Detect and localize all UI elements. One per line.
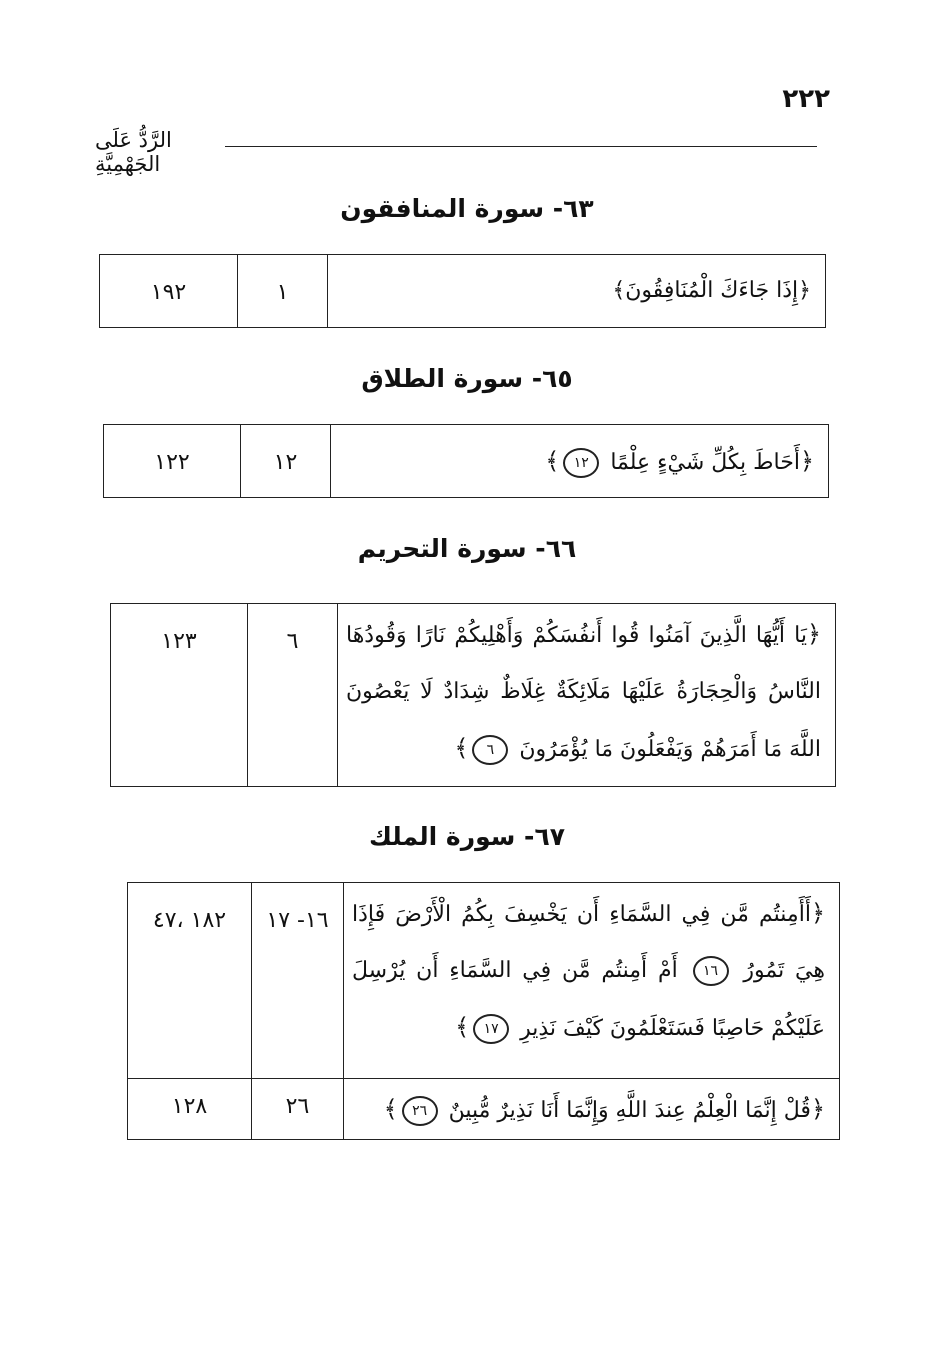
surah-title-65: ٦٥- سورة الطلاق xyxy=(361,364,573,393)
ayah-number: ١٦- ١٧ xyxy=(252,883,344,1079)
ayah-number: ٦ xyxy=(248,604,338,787)
verse-table-63 xyxy=(99,254,826,328)
ayah-marker-icon: ١٧ xyxy=(473,1014,509,1044)
page-reference: ١٢٨ xyxy=(128,1079,252,1140)
open-bracket: ﴿ xyxy=(799,447,814,475)
verse-text xyxy=(344,1079,840,1140)
page-reference: ١٩٢ xyxy=(100,255,238,328)
verse-text: يَا أَيُّهَا الَّذِينَ آمَنُوا قُوا أَنفُسَكُمْ وَأَهْلِيكُمْ نَارًا وَقُودُهَا النَّاسُ وَالْحِجَارَةُ عَلَيْهَا مَلَائِكَةٌ غِلَاظٌ شِدَادٌ لَا يَعْصُونَ اللَّهَ مَا أَمَرَهُمْ وَيَفْعَلُونَ مَا يُؤْمَرُونَ xyxy=(346,623,821,762)
close-bracket: ﴾ xyxy=(455,1013,470,1041)
verse-text xyxy=(344,883,840,1079)
page-reference: ١٢٢ xyxy=(104,425,241,498)
verse-text: ﴿إِذَا جَاءَكَ الْمُنَافِقُونَ﴾ xyxy=(328,255,826,328)
close-bracket: ﴾ xyxy=(383,1095,398,1123)
ayah-number: ١٢ xyxy=(241,425,331,498)
surah-title-63: ٦٣- سورة المنافقون xyxy=(340,194,594,223)
open-bracket: ﴿ xyxy=(810,899,825,927)
ayah-marker-icon: ٢٦ xyxy=(402,1096,438,1126)
surah-title-66: ٦٦- سورة التحريم xyxy=(357,534,577,563)
close-bracket: ﴾ xyxy=(454,734,469,762)
verse-table-67 xyxy=(127,882,840,1140)
table-row xyxy=(111,604,836,787)
table-row xyxy=(104,425,829,498)
open-bracket: ﴿ xyxy=(810,1095,825,1123)
ayah-number: ٢٦ xyxy=(252,1079,344,1140)
ayah-number: ١ xyxy=(238,255,328,328)
ayah-marker-icon: ١٢ xyxy=(563,448,599,478)
verse-table-66 xyxy=(110,603,836,787)
verse-text: أَمْ أَمِنتُم مَّن فِي السَّمَاءِ أَن يُرْسِلَ عَلَيْكُمْ حَاصِبًا فَسَتَعْلَمُونَ كَيْفَ نَذِيرِ xyxy=(352,958,825,1041)
open-bracket: ﴿ xyxy=(806,620,821,648)
verse-table-65 xyxy=(103,424,829,498)
verse-text xyxy=(331,425,829,498)
verse-text: أَحَاطَ بِكُلِّ شَيْءٍ عِلْمًا xyxy=(610,450,800,475)
header-rule xyxy=(225,146,817,147)
page-reference: ١٢٣ xyxy=(111,604,248,787)
table-row xyxy=(128,883,840,1079)
ayah-marker-icon: ٦ xyxy=(472,735,508,765)
ayah-marker-icon: ١٦ xyxy=(693,956,729,986)
table-row xyxy=(128,1079,840,1140)
close-bracket: ﴾ xyxy=(545,447,560,475)
running-title: الرَّدُّ عَلَى الجَهْمِيَّةِ xyxy=(95,128,172,176)
verse-text: قُلْ إِنَّمَا الْعِلْمُ عِندَ اللَّهِ وَإِنَّمَا أَنَا نَذِيرٌ مُّبِينٌ xyxy=(448,1098,811,1123)
verse-text xyxy=(338,604,836,787)
page-reference: ١٨٢ ،٤٧ xyxy=(128,883,252,1079)
table-row xyxy=(100,255,826,328)
verse-text: أَأَمِنتُم مَّن فِي السَّمَاءِ أَن يَخْسِفَ بِكُمُ الْأَرْضَ فَإِذَا هِيَ تَمُورُ xyxy=(352,902,825,983)
page-number: ٢٢٢ xyxy=(782,84,830,114)
surah-title-67: ٦٧- سورة الملك xyxy=(369,822,565,851)
